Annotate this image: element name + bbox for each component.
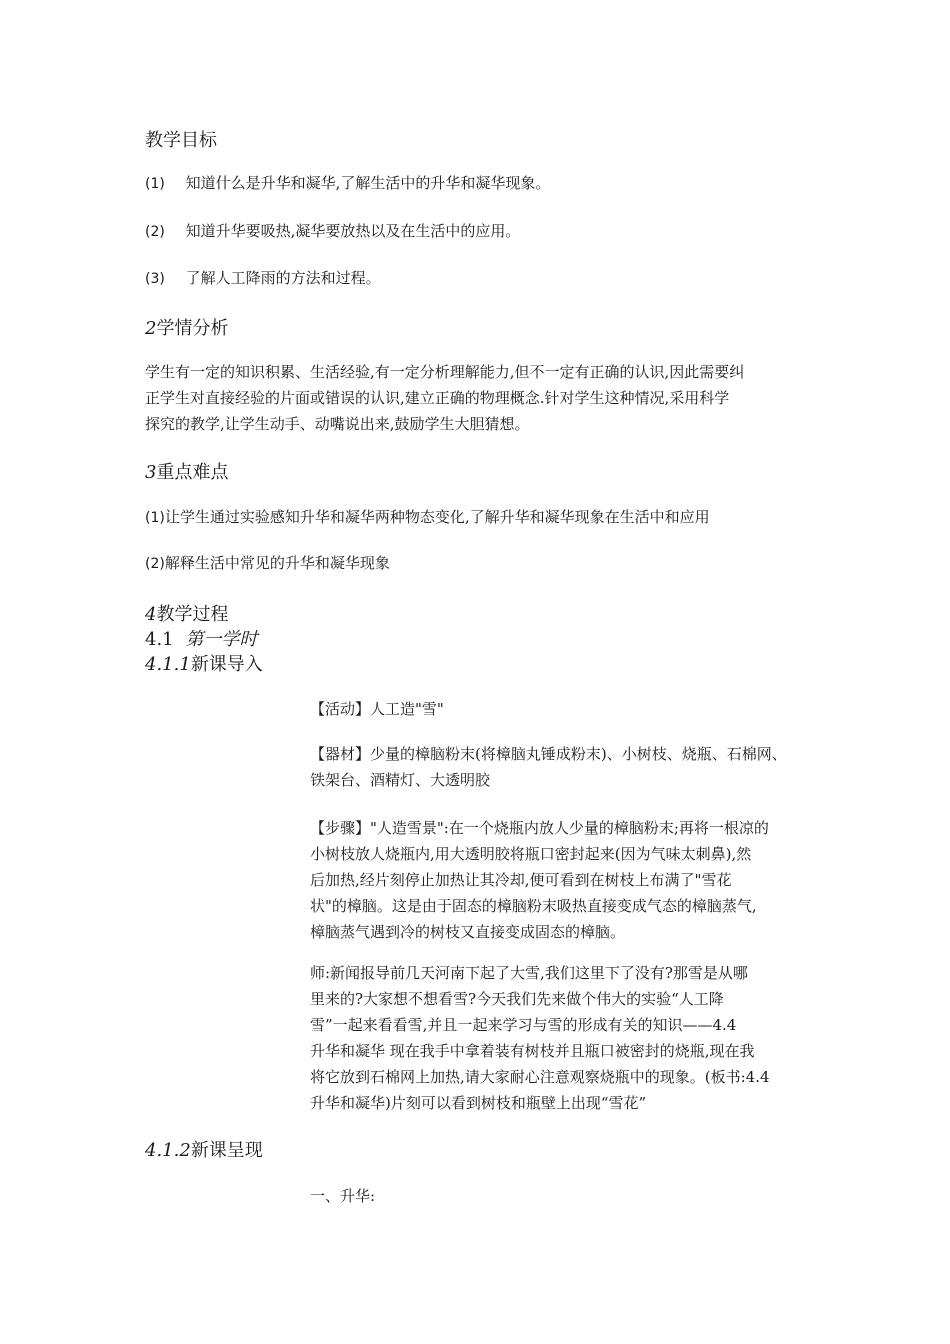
paragraph-line: 升华和凝华 现在我手中拿着装有树枝并且瓶口被密封的烧瓶,现在我 (310, 1042, 755, 1060)
goal-item-1 (145, 170, 550, 197)
subsection-title: 第一学时 (185, 629, 258, 650)
subsection-heading-new-lesson (145, 1136, 263, 1162)
paragraph-line: 雪”一起来看看雪,并且一起来学习与雪的形成有关的知识——4.4 (310, 1016, 737, 1034)
goal-item-number: (1) (145, 176, 165, 192)
paragraph-line: 后加热,经片刻停止加热让其冷却,便可看到在树枝上布满了"雪花 (310, 871, 732, 889)
paragraph-line: 学生有一定的知识积累、生活经验,有一定分析理解能力,但不一定有正确的认识,因此需要纠 (145, 363, 745, 381)
goal-item-text: 知道升华要吸热,凝华要放热以及在生活中的应用。 (185, 222, 521, 240)
goal-item-3 (145, 265, 381, 292)
goal-item-text: 了解人工降雨的方法和过程。 (185, 269, 381, 287)
subsection-heading-intro (145, 650, 263, 676)
paragraph-line: 樟脑蒸气遇到冷的树枝又直接变成固态的樟脑。 (310, 923, 626, 941)
paragraph-line: 【步骤】"人造雪景":在一个烧瓶内放人少量的樟脑粉末;再将一根凉的 (310, 819, 769, 837)
section-heading-teaching-process (145, 600, 228, 626)
paragraph-line: 正学生对直接经验的片面或错误的认识,建立正确的物理概念.针对学生这种情况,采用科学 (145, 389, 730, 407)
key-point-item-2 (145, 550, 390, 577)
section-number: 2 (145, 318, 157, 339)
goal-item-text: 知道什么是升华和凝华,了解生活中的升华和凝华现象。 (185, 174, 551, 192)
key-point-item-1 (145, 504, 710, 531)
paragraph-line: 师:新闻报导前几天河南下起了大雪,我们这里下了没有?那雪是从哪 (310, 964, 748, 982)
paragraph-line: 状"的樟脑。这是由于固态的樟脑粉末吸热直接变成气态的樟脑蒸气, (310, 897, 757, 915)
activity-label: 【活动】人工造"雪" (310, 700, 444, 718)
paragraph-line: 探究的教学,让学生动手、动嘴说出来,鼓励学生大胆猜想。 (145, 415, 530, 433)
paragraph-line: 升华和凝华)片刻可以看到树枝和瓶壁上出现“雪花” (310, 1094, 647, 1112)
section-heading-student-analysis (145, 314, 228, 340)
equipment-paragraph (310, 741, 810, 793)
goal-item-number: (3) (145, 271, 165, 287)
goal-item-number: (2) (145, 224, 165, 240)
key-point-number: (1) (145, 510, 165, 526)
key-point-text: 让学生通过实验感知升华和凝华两种物态变化,了解升华和凝华现象在生活中和应用 (164, 508, 710, 526)
section-number: 4 (145, 604, 157, 625)
section-title-teaching-goals: 教学目标 (145, 130, 217, 151)
subsection-title: 新课导入 (190, 654, 263, 675)
key-point-number: (2) (145, 556, 165, 572)
subsection-number: 4.1.1 (145, 654, 191, 675)
section-title: 教学过程 (156, 604, 229, 625)
paragraph-line: 将它放到石棉网上加热,请大家耐心注意观察烧瓶中的现象。(板书:4.4 (310, 1068, 770, 1086)
section-title: 学情分析 (156, 318, 229, 339)
teacher-paragraph (310, 960, 810, 1116)
paragraph-line: 小树枝放人烧瓶内,用大透明胶将瓶口密封起来(因为气味太刺鼻),然 (310, 845, 752, 863)
part-heading-sublimation: 一、升华: (310, 1187, 376, 1205)
section-heading-key-points (145, 458, 228, 484)
steps-paragraph (310, 815, 810, 945)
subsection-heading-first-lesson (145, 625, 257, 651)
key-point-text: 解释生活中常见的升华和凝华现象 (164, 554, 390, 572)
section-number: 3 (145, 462, 157, 483)
section-title: 重点难点 (156, 462, 229, 483)
student-analysis-paragraph (145, 359, 825, 437)
subsection-number: 4.1.2 (145, 1140, 191, 1161)
goal-item-2 (145, 218, 520, 245)
paragraph-line: 【器材】少量的樟脑粉末(将樟脑丸锤成粉末)、小树枝、烧瓶、石棉网、 (310, 745, 787, 763)
subsection-number: 4.1 (145, 629, 174, 650)
paragraph-line: 里来的?大家想不想看雪?今天我们先来做个伟大的实验“人工降 (310, 990, 724, 1008)
subsection-title: 新课呈现 (190, 1140, 263, 1161)
paragraph-line: 铁架台、酒精灯、大透明胶 (310, 771, 491, 789)
